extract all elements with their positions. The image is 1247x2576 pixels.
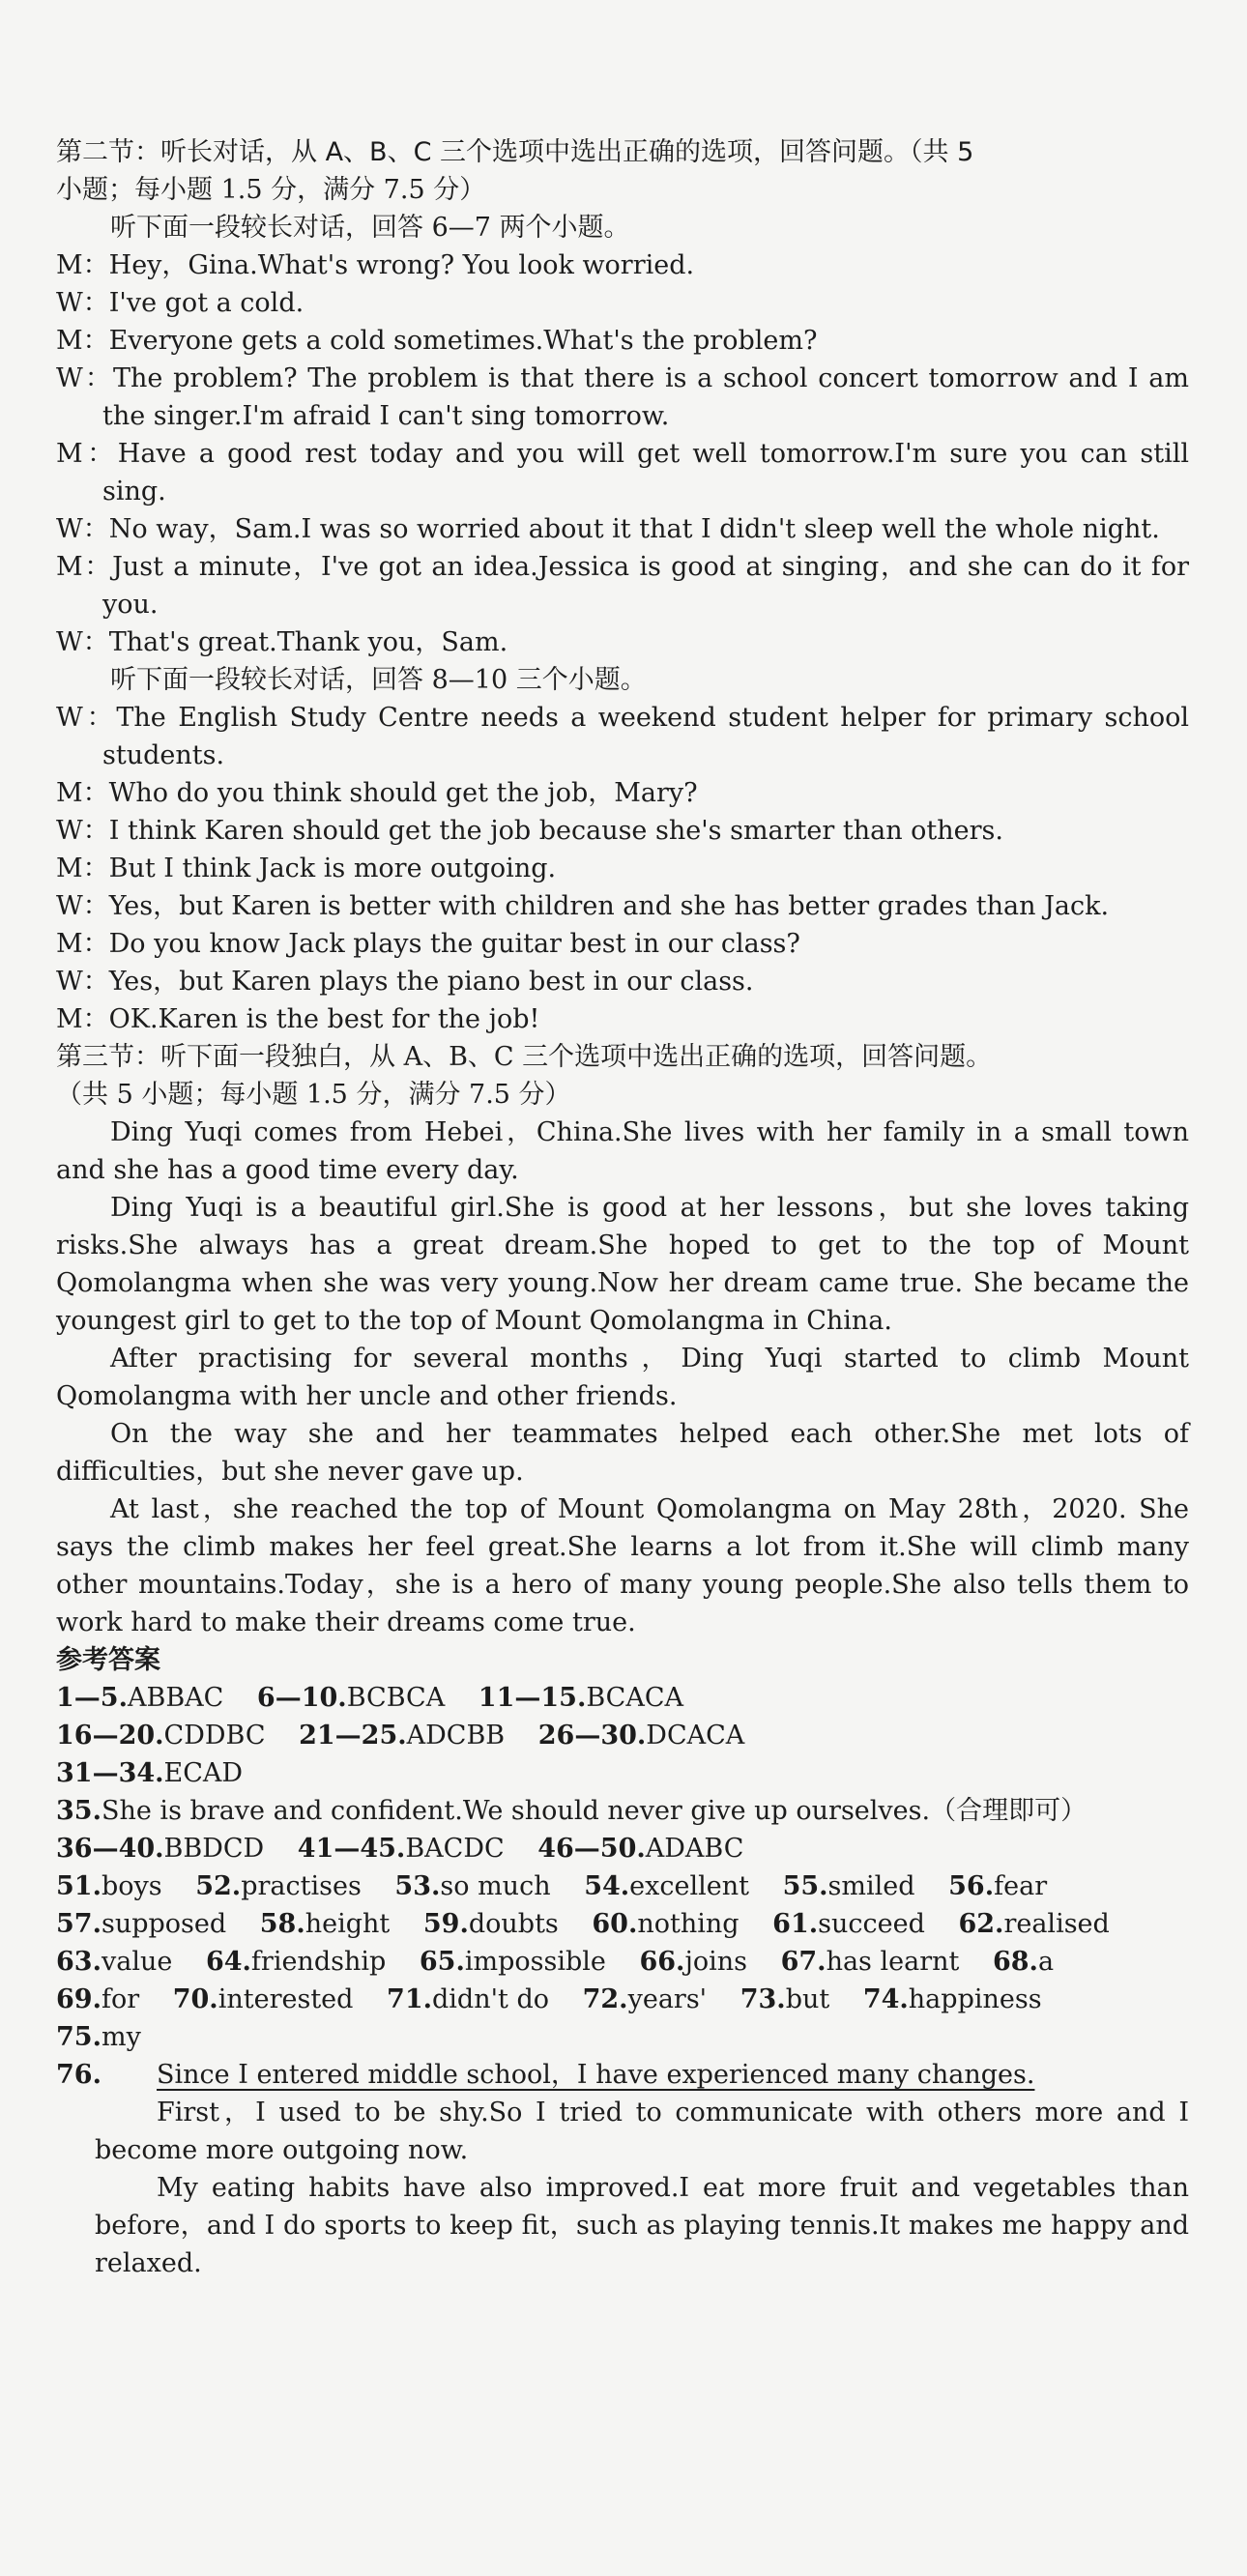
answer-number: 56. xyxy=(948,1871,995,1901)
section2-title xyxy=(56,133,1189,209)
answer-value: years' xyxy=(627,1984,708,2014)
answer-number: 36—40. xyxy=(56,1834,164,1864)
answer-row xyxy=(56,1867,1189,1905)
answer-value: supposed xyxy=(101,1909,227,1939)
answer-value: succeed xyxy=(818,1909,925,1939)
dialog-line: M：OK.Karen is the best for the job! xyxy=(56,1004,540,1034)
answer-row xyxy=(56,1981,1189,2018)
monologue-paragraph: Ding Yuqi comes from Hebei，China.She lives with her family in a small town and she has a good time every day. xyxy=(56,1117,1189,1185)
answer-value: BBDCD xyxy=(163,1834,265,1864)
answer-number: 68. xyxy=(992,1947,1038,1977)
dialog-line: W：I've got a cold. xyxy=(56,288,304,318)
answer-value: friendship xyxy=(250,1947,387,1977)
answer-row xyxy=(56,1905,1189,1943)
answer-value: BCACA xyxy=(586,1683,684,1713)
answer-value: ADCBB xyxy=(406,1721,506,1751)
answer-value: ECAD xyxy=(163,1758,244,1788)
essay-paragraph: My eating habits have also improved.I eat more fruit and vegetables than before，and I do sports to keep fit，such as playing tennis.It makes me happy and relaxed. xyxy=(95,2173,1189,2278)
essay-opening-sentence: Since I entered middle school，I have experienced many changes. xyxy=(157,2060,1035,2090)
dialog-line: M：Do you know Jack plays the guitar best in our class? xyxy=(56,929,800,959)
dialog-line: W：I think Karen should get the job because she's smarter than others. xyxy=(56,816,1003,846)
answer-value: joins xyxy=(684,1947,747,1977)
answer-row xyxy=(56,1679,1189,1717)
answer-row xyxy=(56,1943,1189,1981)
dialog1-intro: 听下面一段较长对话，回答 6—7 两个小题。 xyxy=(110,213,630,243)
answer-number: 54. xyxy=(584,1871,630,1901)
monologue xyxy=(56,1114,1189,1641)
answer-row xyxy=(56,1792,1189,1830)
answer-number: 1—5. xyxy=(56,1683,128,1713)
answer-number: 72. xyxy=(582,1984,628,2014)
answer-value: didn't do xyxy=(432,1984,550,2014)
dialog1 xyxy=(56,246,1189,661)
dialog-line: M：Just a minute，I've got an idea.Jessica is good at singing，and she can do it for you. xyxy=(56,552,1189,620)
dialog-line: W：The English Study Centre needs a weekend student helper for primary school students. xyxy=(56,703,1189,770)
answer-number: 55. xyxy=(782,1871,828,1901)
answer-value: realised xyxy=(1003,1909,1110,1939)
answer-number: 46—50. xyxy=(537,1834,646,1864)
answer-value: value xyxy=(101,1947,173,1977)
dialog2 xyxy=(56,699,1189,1038)
dialog-line: W：That's great.Thank you，Sam. xyxy=(56,627,508,657)
dialog-line: W：Yes，but Karen is better with children and she has better grades than Jack. xyxy=(56,891,1110,921)
essay xyxy=(56,2056,1189,2282)
answer-value: but xyxy=(785,1984,830,2014)
essay-paragraph: First，I used to be shy.So I tried to communicate with others more and I become more outgoing now. xyxy=(95,2098,1189,2165)
answer-number: 75. xyxy=(56,2022,102,2052)
answer-value: has learnt xyxy=(826,1947,960,1977)
answer-row xyxy=(56,1717,1189,1754)
answer-number: 71. xyxy=(387,1984,433,2014)
dialog-line: W：The problem? The problem is that there is a school concert tomorrow and I am the singer.I'm afraid I can't sing tomorrow. xyxy=(56,363,1189,431)
answer-value: impossible xyxy=(464,1947,606,1977)
answer-value: ADABC xyxy=(645,1834,744,1864)
answer-value: BCBCA xyxy=(346,1683,446,1713)
answer-number: 69. xyxy=(56,1984,102,2014)
answer-value: practises xyxy=(241,1871,362,1901)
monologue-paragraph: At last，she reached the top of Mount Qomolangma on May 28th，2020. She says the climb makes her feel great.She learns a lot from it.She will climb many other mountains.Today，she is a hero of many young people.She also tells them to work hard to make their dreams come true. xyxy=(56,1494,1189,1637)
answer-rows xyxy=(56,1679,1189,2056)
answer-value: doubts xyxy=(468,1909,559,1939)
answer-number: 73. xyxy=(740,1984,786,2014)
section2-title-line-2: 小题；每小题 1.5 分，满分 7.5 分） xyxy=(56,175,486,205)
dialog-line: W：Yes，but Karen plays the piano best in our class. xyxy=(56,967,754,997)
answer-number: 11—15. xyxy=(478,1683,587,1713)
answer-value: She is brave and confident.We should never give up ourselves.（合理即可） xyxy=(101,1796,1088,1826)
dialog-line: M：Everyone gets a cold sometimes.What's the problem? xyxy=(56,326,818,356)
section3-title xyxy=(56,1038,1189,1114)
answer-number: 35. xyxy=(56,1796,102,1826)
answer-number: 52. xyxy=(195,1871,242,1901)
answer-number: 31—34. xyxy=(56,1758,164,1788)
essay-number: 76. xyxy=(56,2060,102,2090)
answer-value: boys xyxy=(101,1871,162,1901)
answer-number: 62. xyxy=(958,1909,1004,1939)
dialog-line: M：Hey，Gina.What's wrong? You look worried. xyxy=(56,250,695,280)
dialog-line: M：Have a good rest today and you will get well tomorrow.I'm sure you can still sing. xyxy=(56,439,1189,507)
answer-number: 53. xyxy=(394,1871,441,1901)
answer-value: happiness xyxy=(908,1984,1042,2014)
monologue-paragraph: On the way she and her teammates helped each other.She met lots of difficulties，but she never gave up. xyxy=(56,1419,1189,1487)
answer-value: height xyxy=(304,1909,391,1939)
answer-value: excellent xyxy=(629,1871,749,1901)
dialog-line: M：But I think Jack is more outgoing. xyxy=(56,854,557,883)
answer-number: 61. xyxy=(772,1909,819,1939)
answer-value: ABBAC xyxy=(127,1683,224,1713)
answer-number: 67. xyxy=(780,1947,826,1977)
dialog-line: M：Who do you think should get the job，Mary? xyxy=(56,778,698,808)
answer-number: 63. xyxy=(56,1947,102,1977)
answer-number: 64. xyxy=(205,1947,251,1977)
answer-value: BACDC xyxy=(405,1834,505,1864)
dialog-line: W：No way，Sam.I was so worried about it that I didn't sleep well the whole night. xyxy=(56,514,1160,544)
answer-row xyxy=(56,2018,1189,2056)
answer-number: 51. xyxy=(56,1871,102,1901)
answers-heading: 参考答案 xyxy=(56,1645,160,1675)
section2-title-line-1: 第二节：听长对话，从 A、B、C 三个选项中选出正确的选项，回答问题。（共 5 xyxy=(56,137,974,167)
section3-title-line-2: （共 5 小题；每小题 1.5 分，满分 7.5 分） xyxy=(56,1080,571,1110)
answer-number: 59. xyxy=(422,1909,469,1939)
monologue-paragraph: Ding Yuqi is a beautiful girl.She is good at her lessons，but she loves taking risks.She always has a great dream.She hoped to get to the top of Mount Qomolangma when she was very young.Now her dream came true. She became the youngest girl to get to the top of Mount Qomolangma in China. xyxy=(56,1193,1189,1336)
answer-value: a xyxy=(1037,1947,1055,1977)
answer-value: nothing xyxy=(637,1909,740,1939)
answer-number: 26—30. xyxy=(537,1721,647,1751)
answer-row xyxy=(56,1754,1189,1792)
answer-number: 41—45. xyxy=(297,1834,406,1864)
answer-number: 65. xyxy=(419,1947,465,1977)
answer-number: 74. xyxy=(862,1984,909,2014)
answer-value: interested xyxy=(218,1984,354,2014)
answer-number: 58. xyxy=(259,1909,305,1939)
answer-value: so much xyxy=(440,1871,551,1901)
answer-number: 66. xyxy=(639,1947,685,1977)
section3-title-line-1: 第三节：听下面一段独白，从 A、B、C 三个选项中选出正确的选项，回答问题。 xyxy=(56,1042,993,1072)
answer-number: 60. xyxy=(592,1909,638,1939)
answer-number: 57. xyxy=(56,1909,102,1939)
answer-row xyxy=(56,1830,1189,1867)
answer-value: smiled xyxy=(827,1871,915,1901)
answer-value: for xyxy=(101,1984,140,2014)
answer-value: my xyxy=(101,2022,141,2052)
answer-value: CDDBC xyxy=(163,1721,266,1751)
answer-number: 16—20. xyxy=(56,1721,164,1751)
answer-number: 21—25. xyxy=(299,1721,407,1751)
answer-value: fear xyxy=(994,1871,1048,1901)
dialog2-intro: 听下面一段较长对话，回答 8—10 三个小题。 xyxy=(110,665,647,695)
monologue-paragraph: After practising for several months，Ding Yuqi started to climb Mount Qomolangma with her uncle and other friends. xyxy=(56,1344,1189,1411)
essay-first-line xyxy=(56,2056,1189,2094)
answer-value: DCACA xyxy=(646,1721,745,1751)
answer-number: 6—10. xyxy=(256,1683,347,1713)
answer-number: 70. xyxy=(172,1984,218,2014)
